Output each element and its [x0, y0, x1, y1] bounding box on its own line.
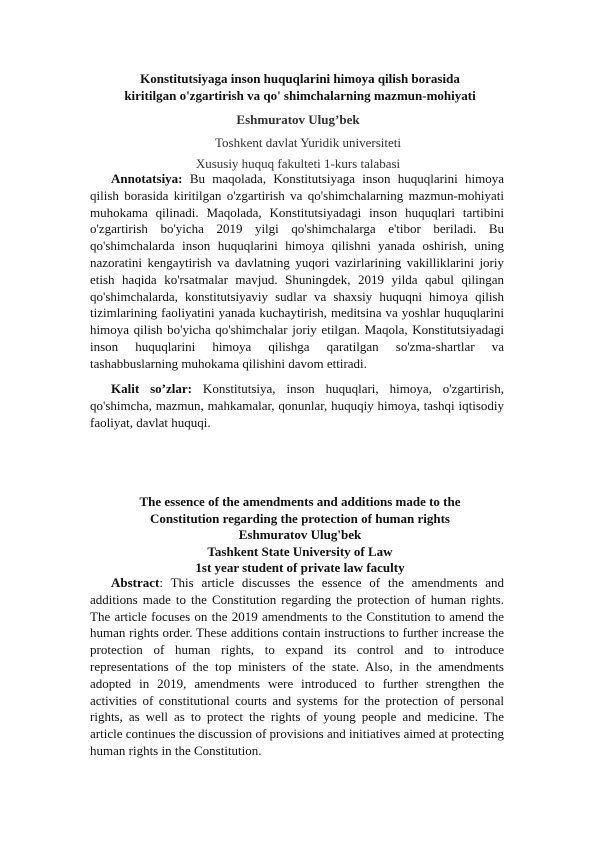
en-abstract [90, 575, 504, 760]
en-title-line2: Constitution regarding the protection of human rights [150, 510, 450, 526]
en-author: Eshmuratov Ulug'bek [238, 527, 362, 542]
en-title-line1: The essence of the amendments and additions made to the [139, 494, 461, 509]
uz-faculty: Xususiy huquq fakulteti 1-kurs talabasi [195, 156, 401, 171]
annotation-label: Annotatsiya: [111, 171, 183, 186]
keywords-label: Kalit so’zlar: [111, 381, 192, 396]
annotation-text: Bu maqolada, Konstitutsiyaga inson huquqlarini himoya qilish borasida kiritilgan o'zgartirish va qo'shimchalarning mazmun-mohiyati muhokama qilinadi. Maqolada, Konstitutsiyadagi inson huquqlari tartibini o'zgartirish bo'yicha 2019 yilgi qo'shimchalarga e'tibor beriladi. Bu qo'shimchalarda inson huquqlarini himoya qilishni yanada oshirish, uning nazoratini kengaytirish va davlatning yuqori vazirlarining vakilliklarini joriy etish haqida ko'rsatmalar mavjud. Shuningdek, 2019 yilda qabul qilingan qo'shimchalarda, konstitutsiyaviy sudlar va shaxsiy huquqni himoya qilish tizimlarining faoliyatini yanada kuchaytirish, meditsina va yoshlar huquqlarini himoya qilish bo'yicha qo'shimchalar joriy etilgan. Maqola, Konstitutsiyadagi inson huquqlarini himoya qilishga qaratilgan so'zma-shartlar va tashabbuslarning muhokama qilishini davom ettiradi. [90, 171, 504, 371]
uz-annotation [90, 171, 504, 373]
keywords-text: Konstitutsiya, inson huquqlari, himoya, o'zgartirish, qo'shimcha, mazmun, mahkamalar, qonunlar, huquqiy himoya, tashqi iqtisodiy faoliyat, davlat huquqi. [90, 381, 504, 430]
uz-keywords [90, 381, 504, 431]
uz-title-line1: Konstitutsiyaga inson huquqlarini himoya qilish borasida [140, 71, 460, 86]
abstract-text: : This article discusses the essence of the amendments and additions made to the Constitution regarding the protection of human rights. The article focuses on the 2019 amendments to the Constitution to amend the human rights order. These additions contain instructions to further increase the protection of human rights, to expand its control and to introduce representations of the top ministers of the state. Also, in the amendments adopted in 2019, amendments were introduced to further strengthen the activities of constitutional courts and systems for the protection of personal rights, as well as to protect the rights of young people and medicine. The article continues the discussion of provisions and initiatives aimed at protecting human rights in the Constitution. [90, 575, 504, 758]
en-header [90, 494, 510, 577]
uz-title-line2: kiritilgan o'zgartirish va qo' shimchalarning mazmun-mohiyati [124, 88, 476, 103]
en-faculty: 1st year student of private law faculty [195, 560, 405, 575]
uz-title [90, 70, 510, 104]
en-university: Tashkent State University of Law [207, 543, 393, 559]
uz-author: Eshmuratov Ulug’bek [236, 112, 360, 127]
abstract-label: Abstract [111, 575, 160, 590]
uz-university: Toshkent davlat Yuridik universiteti [215, 135, 401, 150]
